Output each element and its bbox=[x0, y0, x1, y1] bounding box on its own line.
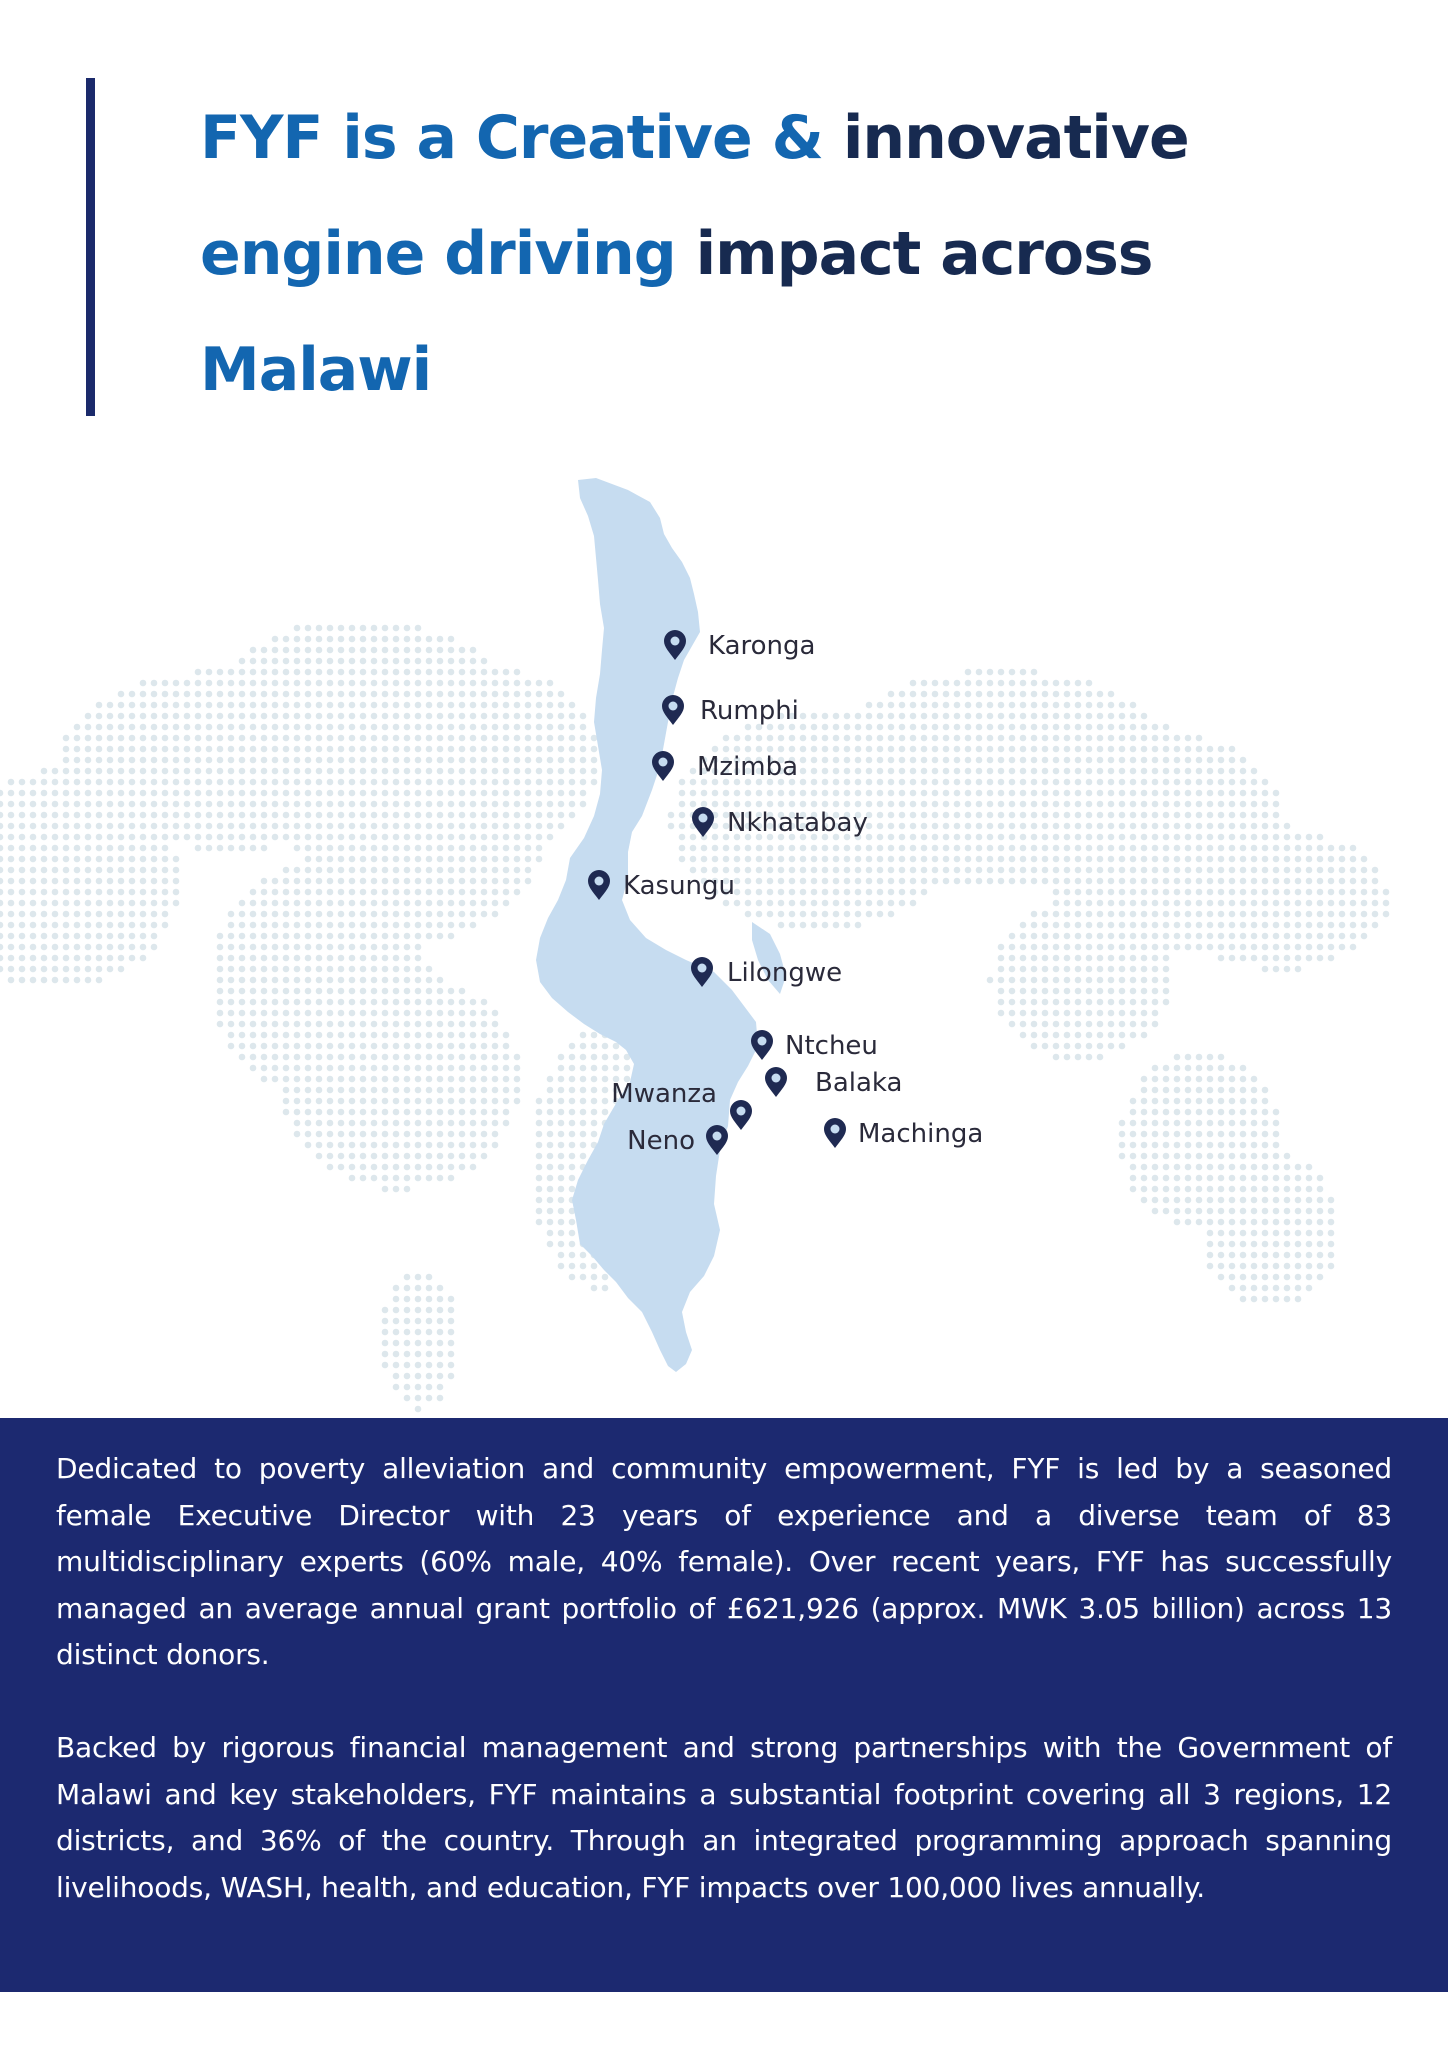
location-label: Lilongwe bbox=[727, 958, 843, 988]
title-line-1 bbox=[200, 80, 1360, 196]
map-pin-hole bbox=[831, 1125, 840, 1134]
map-pin-hole bbox=[659, 758, 668, 767]
location-label: Mzimba bbox=[697, 752, 799, 782]
page-title bbox=[200, 80, 1360, 428]
title-segment: engine driving bbox=[200, 219, 696, 289]
location-pin-ntcheu bbox=[751, 1030, 878, 1061]
location-pin-machinga bbox=[824, 1118, 983, 1149]
title-line-3 bbox=[200, 312, 1360, 428]
info-paragraph-1: Dedicated to poverty alleviation and community empowerment, FYF is led by a seasoned female Executive Director with 23 years of experience and a diverse team of 83 multidisciplinary experts (60% male, 40% female). Over recent years, FYF has successfully managed an average annual grant portfolio of £621,926 (approx. MWK 3.05 billion) across 13 distinct donors. bbox=[56, 1452, 1392, 1672]
malawi-country-shape bbox=[536, 478, 758, 1372]
map-pin-hole bbox=[758, 1037, 767, 1046]
location-label: Mwanza bbox=[611, 1079, 717, 1109]
map-pin-hole bbox=[669, 702, 678, 711]
accent-bar bbox=[86, 78, 95, 416]
location-label: Neno bbox=[627, 1126, 695, 1156]
location-label: Nkhatabay bbox=[727, 808, 868, 838]
location-pin-mzimba bbox=[652, 751, 798, 782]
title-segment: impact across bbox=[695, 219, 1153, 289]
title-segment: Malawi bbox=[200, 335, 432, 405]
map-pin-hole bbox=[671, 637, 680, 646]
title-segment: FYF is a Creative & bbox=[200, 103, 843, 173]
info-panel bbox=[0, 1418, 1448, 1992]
location-label: Machinga bbox=[858, 1119, 984, 1149]
map-pin-hole bbox=[699, 814, 708, 823]
info-paragraph-2: Backed by rigorous financial management and strong partnerships with the Government of Malawi and key stakeholders, FYF maintains a substantial footprint covering all 3 regions, 12 districts, and 36% of the country. Through an integrated programming approach spanning livelihoods, WASH, health, and education, FYF impacts over 100,000 lives annually. bbox=[56, 1730, 1392, 1904]
map-graphic bbox=[0, 460, 1448, 1420]
map-pin-hole bbox=[698, 964, 707, 973]
location-pin-balaka bbox=[765, 1067, 902, 1098]
title-line-2 bbox=[200, 196, 1360, 312]
map-pin-hole bbox=[713, 1132, 722, 1141]
location-label: Rumphi bbox=[700, 696, 799, 726]
location-label: Balaka bbox=[815, 1068, 903, 1098]
location-label: Karonga bbox=[708, 631, 816, 661]
map-pin-hole bbox=[737, 1107, 746, 1116]
title-segment: innovative bbox=[842, 103, 1189, 173]
malawi-map bbox=[0, 460, 1448, 1420]
location-label: Kasungu bbox=[623, 871, 736, 901]
location-pin-nkhatabay bbox=[692, 807, 868, 838]
map-pin-hole bbox=[595, 877, 604, 886]
map-pin-hole bbox=[772, 1074, 781, 1083]
location-label: Ntcheu bbox=[785, 1031, 878, 1061]
location-pin-rumphi bbox=[662, 695, 799, 726]
